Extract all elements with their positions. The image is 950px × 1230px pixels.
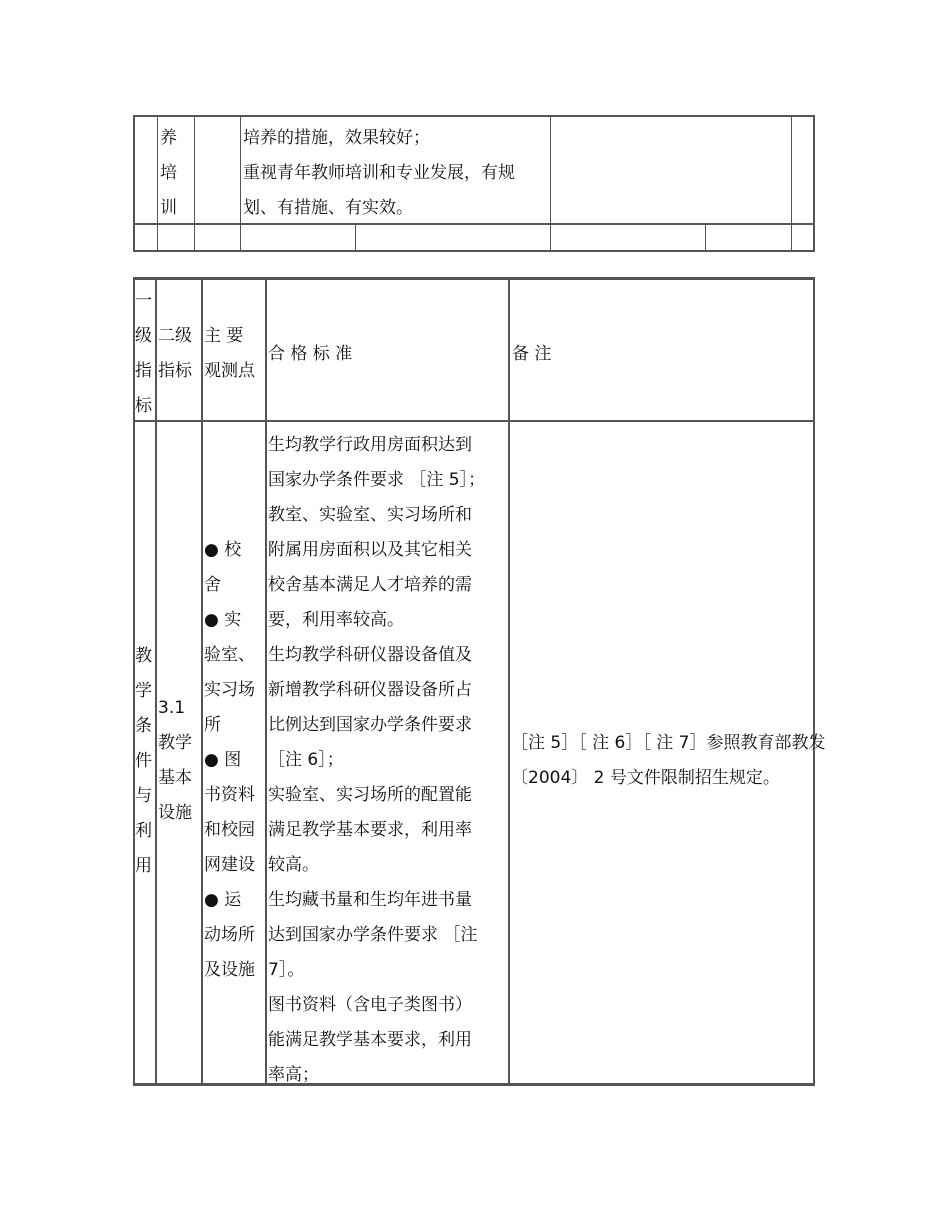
- indicator-char: 利: [135, 821, 152, 841]
- indicator-char: 用: [135, 856, 152, 876]
- qualification-standards: [268, 428, 485, 1093]
- table-border: [355, 223, 356, 252]
- indicator-char: 件: [135, 751, 152, 771]
- row-label-char: 养: [160, 128, 177, 148]
- standard-line: 实验室、实习场所的配置能: [268, 785, 472, 805]
- table-border: [133, 420, 815, 422]
- header-char: 级: [135, 326, 152, 346]
- header-standards: 合 格 标 准: [268, 344, 353, 364]
- observation-line: 实习场: [204, 680, 255, 700]
- standard-line: 能满足教学基本要求，利用: [268, 1030, 472, 1050]
- standard-line: 生均教学科研仪器设备值及: [268, 645, 472, 665]
- table-border: [813, 115, 815, 252]
- observation-line: 动场所: [204, 925, 255, 945]
- standard-line: 达到国家办学条件要求 ［注: [268, 925, 478, 945]
- table-border: [201, 277, 203, 1086]
- standard-line: 满足教学基本要求，利用率: [268, 820, 472, 840]
- remarks: [511, 726, 825, 796]
- observation-points: [204, 533, 255, 988]
- standards-line: 划、有措施、有实效。: [243, 198, 413, 218]
- indicator-line: 教学: [158, 733, 192, 753]
- standards-line: 重视青年教师培训和专业发展，有规: [243, 163, 515, 183]
- observation-line: 及设施: [204, 960, 255, 980]
- standard-line: ［注 6］；: [268, 750, 344, 770]
- level2-indicator: [158, 691, 192, 831]
- table-border: [240, 115, 241, 252]
- observation-line: ● 实: [204, 610, 242, 630]
- header-line: 主 要: [204, 326, 244, 346]
- table-border: [265, 277, 267, 1086]
- table-border: [133, 250, 815, 252]
- observation-line: ● 运: [204, 890, 242, 910]
- header-char: 标: [135, 396, 152, 416]
- standard-line: 新增教学科研仪器设备所占: [268, 680, 472, 700]
- standard-line: 较高。: [268, 855, 319, 875]
- table-border: [155, 277, 157, 1086]
- observation-line: 和校园: [204, 820, 255, 840]
- indicator-char: 与: [135, 786, 152, 806]
- table-border: [508, 277, 510, 1086]
- observation-line: 舍: [204, 575, 221, 595]
- header-level2: [158, 319, 192, 389]
- standard-line: 国家办学条件要求 ［注 5］；: [268, 470, 486, 490]
- header-char: 一: [135, 291, 152, 311]
- standard-line: 图书资料（含电子类图书）: [268, 995, 472, 1015]
- standard-line: 教室、实验室、实习场所和: [268, 505, 472, 525]
- header-char: 指: [135, 361, 152, 381]
- observation-line: 所: [204, 715, 221, 735]
- standard-line: 率高；: [268, 1065, 319, 1085]
- table-border: [133, 115, 135, 252]
- observation-line: 验室、: [204, 645, 255, 665]
- standards-line: 培养的措施，效果较好；: [243, 128, 430, 148]
- observation-line: 网建设: [204, 855, 255, 875]
- standard-line: 7］。: [268, 960, 305, 980]
- header-line: 二级: [158, 326, 192, 346]
- table-border: [813, 277, 815, 1086]
- table-border: [791, 115, 792, 252]
- standard-line: 生均藏书量和生均年进书量: [268, 890, 472, 910]
- remark-line: 〔2004〕 2 号文件限制招生规定。: [511, 768, 780, 788]
- table-border: [194, 115, 195, 252]
- standard-line: 附属用房面积以及其它相关: [268, 540, 472, 560]
- indicator-char: 条: [135, 716, 152, 736]
- level1-indicator: [135, 639, 152, 884]
- observation-line: ● 图: [204, 750, 242, 770]
- indicator-line: 设施: [158, 803, 192, 823]
- table-border: [157, 115, 158, 252]
- observation-line: ● 校: [204, 540, 242, 560]
- standard-line: 比例达到国家办学条件要求: [268, 715, 472, 735]
- table-border: [550, 115, 551, 252]
- indicator-line: 3.1: [158, 698, 186, 718]
- row-label-char: 训: [160, 198, 177, 218]
- header-observation-points: [204, 319, 255, 389]
- header-line: 指标: [158, 361, 192, 381]
- indicator-char: 学: [135, 681, 152, 701]
- header-level1: [135, 284, 152, 424]
- header-line: 观测点: [204, 361, 255, 381]
- table-border: [133, 115, 815, 117]
- standard-line: 生均教学行政用房面积达到: [268, 435, 472, 455]
- remark-line: ［注 5］［ 注 6］［ 注 7］参照教育部教发: [511, 733, 826, 753]
- table-border: [133, 277, 815, 280]
- indicator-char: 教: [135, 646, 152, 666]
- indicator-line: 基本: [158, 768, 192, 788]
- header-remarks: 备 注: [512, 344, 552, 364]
- table-border: [705, 223, 706, 252]
- standard-line: 要，利用率较高。: [268, 610, 404, 630]
- row-label-char: 培: [160, 163, 177, 183]
- row-label-column: [160, 121, 177, 226]
- observation-line: 书资料: [204, 785, 255, 805]
- standards-text: [243, 121, 515, 226]
- standard-line: 校舍基本满足人才培养的需: [268, 575, 472, 595]
